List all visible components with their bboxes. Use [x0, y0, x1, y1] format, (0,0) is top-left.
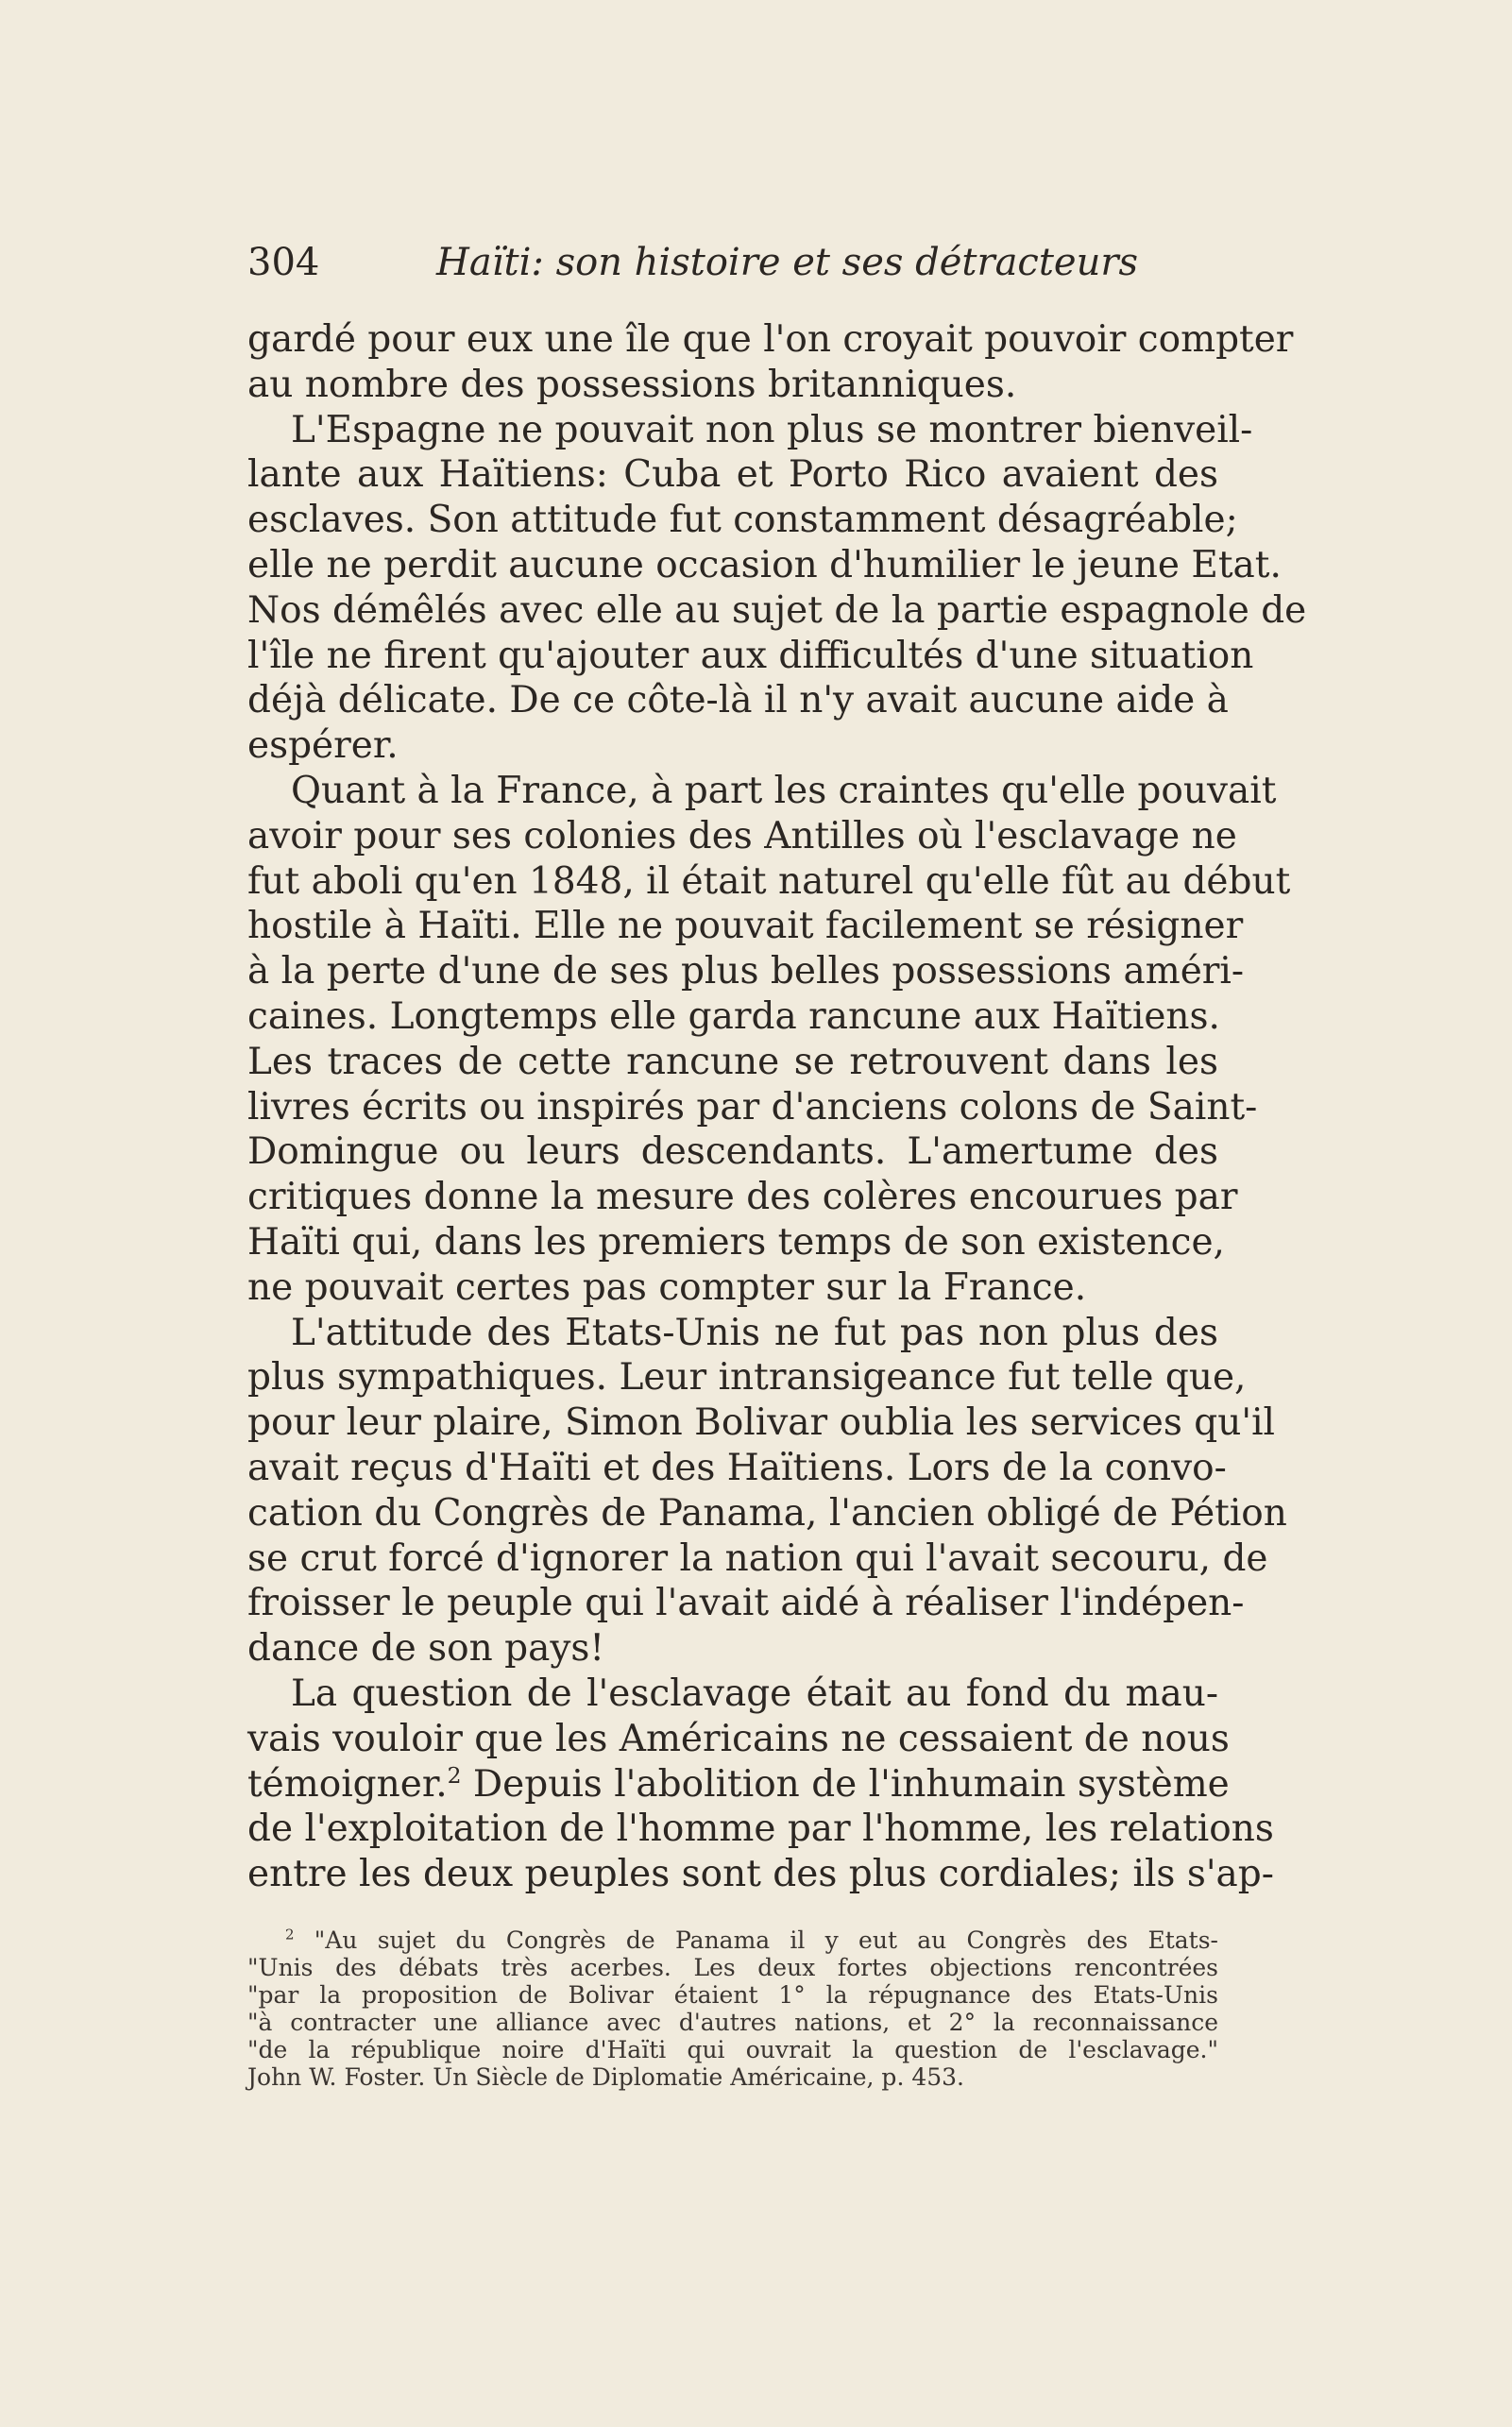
text-line: avait reçus d'Haïti et des Haïtiens. Lors de la convo-: [247, 1446, 1227, 1489]
footnote-line: John W. Foster. Un Siècle de Diplomatie Américaine, p. 453.: [247, 2063, 964, 2091]
text-line: Les traces de cette rancune se retrouvent dans les: [247, 1040, 1218, 1083]
footnote-reference: 2: [447, 1761, 462, 1789]
text-line: La question de l'esclavage était au fond du mau-: [291, 1672, 1218, 1715]
text-line: l'île ne firent qu'ajouter aux difficultés d'une situation: [247, 634, 1254, 677]
footnote: [247, 1926, 1218, 2091]
text-line: hostile à Haïti. Elle ne pouvait facilement se résigner: [247, 905, 1244, 948]
text-line: Haïti qui, dans les premiers temps de son existence,: [247, 1220, 1225, 1264]
footnote-line: "à contracter une alliance avec d'autres nations, et 2° la reconnaissance: [247, 2009, 1218, 2036]
text-line: livres écrits ou inspirés par d'anciens colons de Saint-: [247, 1085, 1258, 1129]
text-line: dance de son pays!: [247, 1627, 605, 1671]
text-line: espérer.: [247, 724, 399, 768]
text-line: fut aboli qu'en 1848, il était naturel qu'elle fût au début: [247, 859, 1291, 903]
text-line: Quant à la France, à part les craintes qu'elle pouvait: [291, 769, 1277, 812]
footnote-marker: 2: [285, 1926, 295, 1943]
text-line: L'attitude des Etats-Unis ne fut pas non plus des: [291, 1311, 1218, 1354]
footnote-line: [247, 1926, 1218, 1954]
text-line: au nombre des possessions britanniques.: [247, 363, 1017, 406]
text-line: caines. Longtemps elle garda rancune aux Haïtiens.: [247, 994, 1220, 1038]
text-line: se crut forcé d'ignorer la nation qui l'avait secouru, de: [247, 1536, 1268, 1580]
footnote-line: "Unis des débats très acerbes. Les deux fortes objections rencontrées: [247, 1954, 1218, 1981]
text-line: à la perte d'une de ses plus belles possessions améri-: [247, 950, 1245, 993]
text-line: plus sympathiques. Leur intransigeance fut telle que,: [247, 1356, 1247, 1400]
footnote-line: "de la république noire d'Haïti qui ouvrait la question de l'esclavage.": [247, 2036, 1218, 2063]
text-line: Nos démêlés avec elle au sujet de la partie espagnole de: [247, 588, 1307, 632]
page-number: 304: [247, 241, 320, 284]
text-line: vais vouloir que les Américains ne cessaient de nous: [247, 1717, 1230, 1760]
text-line: esclaves. Son attitude fut constamment désagréable;: [247, 499, 1238, 542]
text-line: lante aux Haïtiens: Cuba et Porto Rico avaient des: [247, 453, 1218, 497]
text-line: entre les deux peuples sont des plus cordiales; ils s'ap-: [247, 1853, 1274, 1896]
text-line: [247, 1761, 1230, 1808]
text-line: gardé pour eux une île que l'on croyait pouvoir compter: [247, 318, 1294, 361]
page-header: [247, 234, 1218, 291]
text-line: avoir pour ses colonies des Antilles où l'esclavage ne: [247, 814, 1237, 857]
text-line: froisser le peuple qui l'avait aidé à réaliser l'indépen-: [247, 1582, 1245, 1625]
text-line: cation du Congrès de Panama, l'ancien obligé de Pétion: [247, 1491, 1287, 1535]
text-line: pour leur plaire, Simon Bolivar oublia les services qu'il: [247, 1401, 1276, 1445]
text-line: Domingue ou leurs descendants. L'amertume des: [247, 1130, 1218, 1174]
text-line: critiques donne la mesure des colères encourues par: [247, 1176, 1238, 1219]
text-line: ne pouvait certes pas compter sur la France.: [247, 1265, 1087, 1309]
text-segment: Depuis l'abolition de l'inhumain système: [461, 1762, 1230, 1806]
text-line: L'Espagne ne pouvait non plus se montrer bienveil-: [291, 408, 1253, 451]
running-title: Haïti: son histoire et ses détracteurs: [436, 241, 1138, 284]
text-line: elle ne perdit aucune occasion d'humilier le jeune Etat.: [247, 543, 1282, 586]
body-text: [247, 317, 1307, 1897]
text-line: de l'exploitation de l'homme par l'homme, les relations: [247, 1808, 1274, 1851]
text-segment: témoigner.: [247, 1762, 448, 1806]
footnote-text: "Au sujet du Congrès de Panama il y eut au Congrès des Etats-: [294, 1926, 1218, 1954]
footnote-line: "par la proposition de Bolivar étaient 1° la répugnance des Etats-Unis: [247, 1981, 1218, 2009]
text-line: déjà délicate. De ce côte-là il n'y avait aucune aide à: [247, 679, 1229, 722]
